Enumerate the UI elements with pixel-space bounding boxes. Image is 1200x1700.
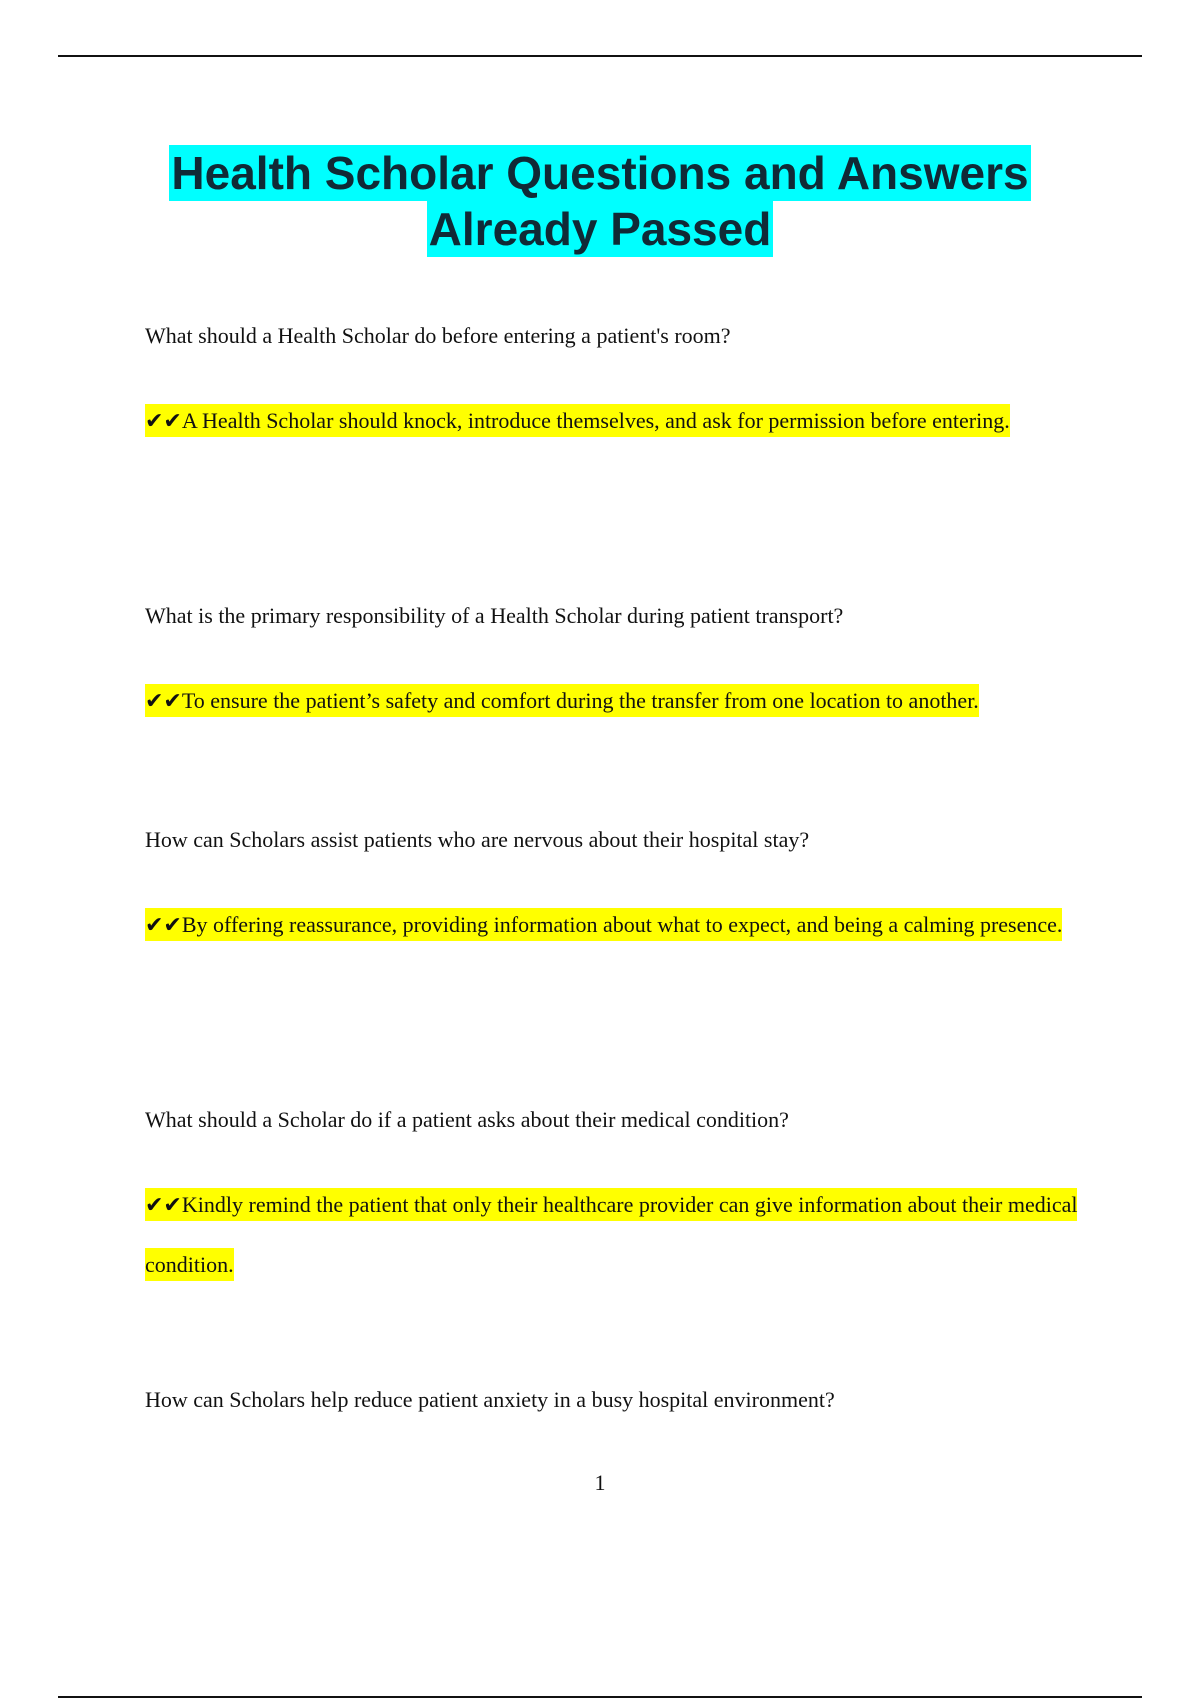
check-icon: ✔✔	[145, 912, 182, 937]
answer-text: ✔✔To ensure the patient’s safety and comfort during the transfer from one location to another.	[145, 671, 1095, 731]
qa-list	[145, 320, 1095, 1416]
answer-text: ✔✔Kindly remind the patient that only their healthcare provider can give information about their medical condition.	[145, 1175, 1095, 1295]
question-text: How can Scholars assist patients who are nervous about their hospital stay?	[145, 827, 810, 852]
question-text: What should a Scholar do if a patient asks about their medical condition?	[145, 1107, 789, 1132]
check-icon: ✔✔	[145, 1192, 182, 1217]
title-line-2: Already Passed	[428, 203, 772, 255]
qa-item	[145, 824, 1095, 1104]
title-line-1: Health Scholar Questions and Answers	[171, 147, 1029, 199]
page-number: 1	[594, 1470, 606, 1495]
qa-item	[145, 320, 1095, 600]
answer-text: ✔✔By offering reassurance, providing information about what to expect, and being a calming presence.	[145, 895, 1095, 955]
top-rule	[58, 55, 1142, 57]
qa-item	[145, 600, 1095, 824]
question-text: How can Scholars help reduce patient anxiety in a busy hospital environment?	[145, 1387, 835, 1412]
qa-item	[145, 1104, 1095, 1384]
page-title	[0, 145, 1200, 257]
qa-item	[145, 1384, 1095, 1416]
check-icon: ✔✔	[145, 408, 182, 433]
check-icon: ✔✔	[145, 688, 182, 713]
question-text: What should a Health Scholar do before entering a patient's room?	[145, 323, 731, 348]
question-text: What is the primary responsibility of a Health Scholar during patient transport?	[145, 603, 844, 628]
answer-text: ✔✔A Health Scholar should knock, introduce themselves, and ask for permission before entering.	[145, 391, 1095, 451]
bottom-rule	[58, 1696, 1142, 1698]
